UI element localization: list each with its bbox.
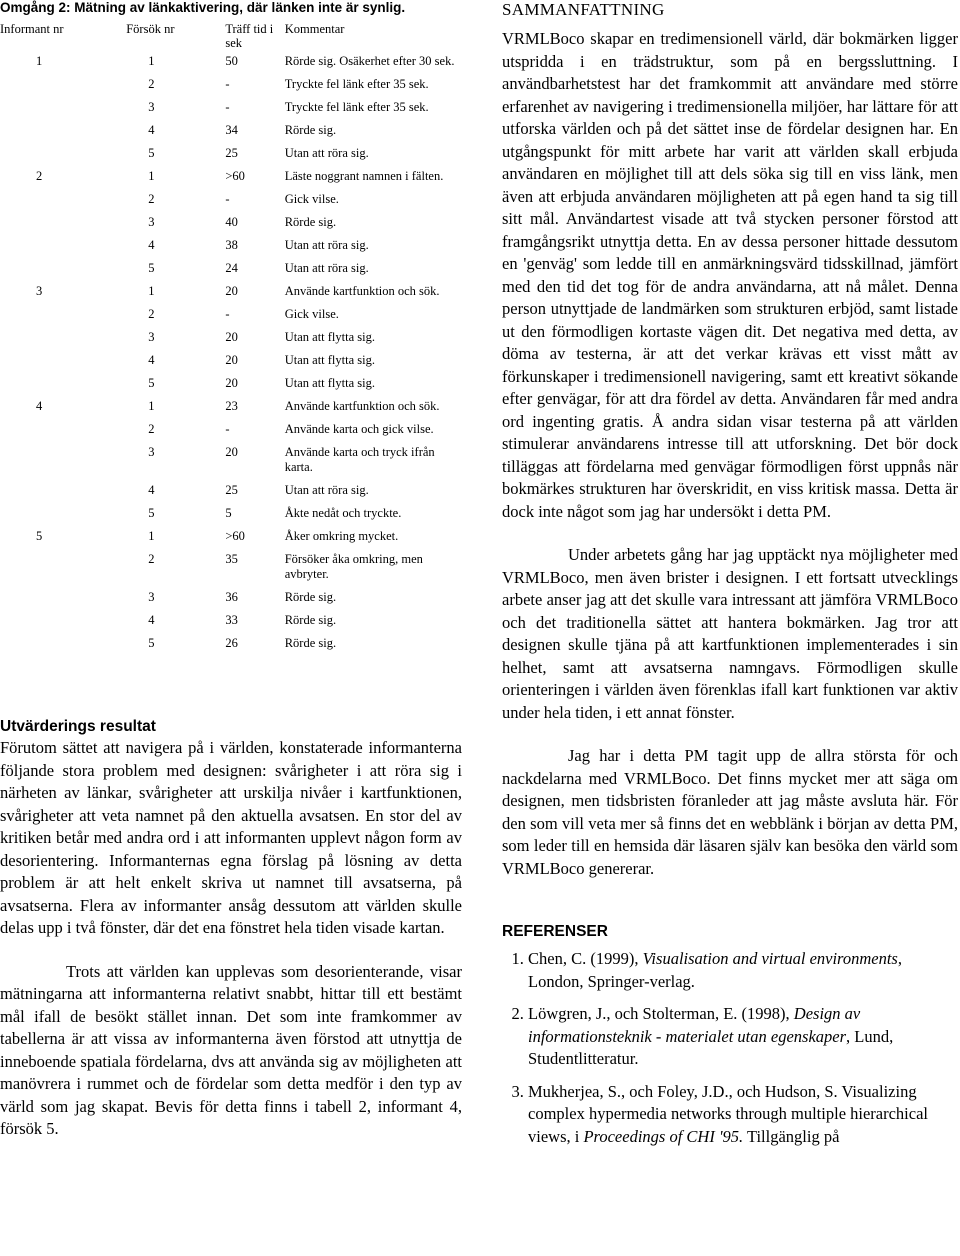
- cell-comment: Gick vilse.: [284, 307, 339, 321]
- table-row: [0, 50, 462, 73]
- cell-attempt: 1: [148, 169, 155, 183]
- table-row: [0, 502, 462, 525]
- header-hit-time: Träff tid i sek: [225, 22, 274, 50]
- cell-informant: [0, 73, 126, 96]
- evaluation-paragraph-2: Trots att världen kan upplevas som desorienterande, visar mätningarna att informanterna relativt snabbt, hittar till ett bestämt mål ifall de besökt stället innan. Det som inte framkommer av tabellerna är att vissa av informanterna även förstod att utnyttja de inneboende spatiala fördelarna, dvs att använda sig av möjligheten att manövrera i rummet och de fördelar som detta medför i den typ av värld som jag skapat. Bevis för detta finns i tabell 2, informant 4, försök 5.: [0, 961, 462, 1138]
- cell-informant: [0, 96, 126, 119]
- table-row: [0, 525, 462, 548]
- table-row: [0, 96, 462, 119]
- cell-hit-time: -: [225, 422, 230, 436]
- cell-comment: Rörde sig.: [284, 613, 337, 627]
- table-title: Omgång 2: Mätning av länkaktivering, där länken inte är synlig.: [0, 0, 406, 15]
- cell-informant: 4: [36, 399, 43, 413]
- cell-attempt: 5: [148, 261, 155, 275]
- cell-hit-time: 26: [225, 636, 238, 650]
- reference-title: Proceedings of CHI '95.: [583, 1126, 744, 1146]
- cell-comment: Rörde sig.: [284, 215, 337, 229]
- cell-comment: Använde kartfunktion och sök.: [284, 399, 440, 413]
- cell-hit-time: 40: [225, 215, 238, 229]
- cell-informant: [0, 234, 126, 257]
- references-heading: REFERENSER: [502, 923, 608, 940]
- cell-attempt: 4: [148, 483, 155, 497]
- cell-attempt: 3: [148, 330, 155, 344]
- cell-informant: 2: [36, 169, 43, 183]
- reference-text: , Lund, Studentlitteratur.: [528, 1026, 894, 1068]
- cell-attempt: 3: [148, 445, 155, 459]
- cell-comment: Utan att flytta sig.: [284, 353, 375, 367]
- cell-hit-time: 20: [225, 284, 238, 298]
- cell-informant: [0, 349, 126, 372]
- cell-comment: Rörde sig. Osäkerhet efter 30 sek.: [284, 54, 455, 68]
- cell-hit-time: 35: [225, 552, 238, 566]
- cell-hit-time: 25: [225, 146, 238, 160]
- table-row: [0, 632, 462, 655]
- cell-informant: [0, 441, 126, 479]
- cell-comment: Utan att flytta sig.: [284, 376, 375, 390]
- reference-item: [528, 1003, 958, 1071]
- reference-item: [528, 1081, 958, 1149]
- cell-informant: [0, 211, 126, 234]
- cell-comment: Utan att flytta sig.: [284, 330, 375, 344]
- table-row: [0, 479, 462, 502]
- cell-hit-time: -: [225, 307, 230, 321]
- reference-text: Löwgren, J., och Stolterman, E. (1998),: [528, 1004, 794, 1023]
- table-row: [0, 142, 462, 165]
- cell-attempt: 3: [148, 590, 155, 604]
- cell-informant: [0, 586, 126, 609]
- cell-attempt: 1: [148, 399, 155, 413]
- cell-hit-time: -: [225, 100, 230, 114]
- table-row: [0, 234, 462, 257]
- measurement-table: [0, 22, 462, 655]
- cell-informant: [0, 326, 126, 349]
- cell-informant: [0, 303, 126, 326]
- cell-attempt: 2: [148, 552, 155, 566]
- cell-comment: Åkte nedåt och tryckte.: [284, 506, 402, 520]
- cell-attempt: 2: [148, 422, 155, 436]
- cell-informant: [0, 502, 126, 525]
- cell-hit-time: 5: [225, 506, 232, 520]
- summary-paragraph-3: Jag har i detta PM tagit upp de allra största för och nackdelarna med VRMLBoco. Det finns mycket mer att säga om designen, men tidsbristen föranleder att jag måste avsluta här. För den som vill veta mer så finns det en webblänk i början av detta PM, som leder till en hemsida där läsaren själv kan besöka den värld som VRMLBoco genererar.: [502, 746, 958, 878]
- cell-informant: [0, 188, 126, 211]
- cell-attempt: 4: [148, 613, 155, 627]
- reference-text: Tillgänglig på: [743, 1126, 840, 1146]
- cell-comment: Försöker åka omkring, men avbryter.: [284, 552, 423, 581]
- cell-hit-time: 20: [225, 376, 238, 390]
- evaluation-paragraph-1: Förutom sättet att navigera på i världen, konstaterade informanterna följande stora problem med designen: svårigheter i att röra sig i närheten av länkar, svårigheter att urskilja nivåer i kartfunktionen, svårigheter att veta namnet på den aktuella avsatsen. En stor del av kritiken betår med andra ord i att informanten upplevt någon form av desorientering. Informanternas egna förslag på lösning av detta problem är att helt enkelt skriva ut namnet till avsatserna, på avsatserna. Flera av informanter ansåg dessutom att världen skulle delas upp i två fönster, där det ena fönstret hela tiden visade kartan.: [0, 738, 462, 937]
- header-attempt: Försök nr: [126, 22, 175, 36]
- cell-hit-time: -: [225, 77, 230, 91]
- table-row: [0, 586, 462, 609]
- cell-informant: [0, 632, 126, 655]
- cell-comment: Utan att röra sig.: [284, 238, 369, 252]
- references-list: [502, 948, 958, 1148]
- cell-informant: [0, 548, 126, 586]
- left-column: [0, 0, 462, 1141]
- table-row: [0, 548, 462, 586]
- reference-text: Chen, C. (1999),: [528, 949, 643, 968]
- cell-attempt: 3: [148, 215, 155, 229]
- table-row: [0, 280, 462, 303]
- cell-informant: 5: [36, 529, 43, 543]
- cell-attempt: 4: [148, 238, 155, 252]
- cell-comment: Använde karta och tryck ifrån karta.: [284, 445, 435, 474]
- cell-attempt: 1: [148, 54, 155, 68]
- cell-hit-time: 24: [225, 261, 238, 275]
- cell-hit-time: 25: [225, 483, 238, 497]
- reference-text: , London, Springer-verlag.: [528, 949, 902, 991]
- cell-comment: Läste noggrant namnen i fälten.: [284, 169, 444, 183]
- reference-text: Mukherjea, S., och Foley, J.D., och Hudson, S. Visualizing complex hypermedia networks through multiple hierarchical views, i: [528, 1081, 928, 1146]
- cell-comment: Använde kartfunktion och sök.: [284, 284, 440, 298]
- cell-comment: Rörde sig.: [284, 123, 337, 137]
- summary-paragraph-2: Under arbetets gång har jag upptäckt nya möjligheter med VRMLBoco, men även brister i designen. I ett fortsatt utvecklings arbete anser jag att det skulle vara intressant att jämföra VRMLBoco och det traditionella sättet att hantera bokmärken. Jag tror att designen skulle tjäna på att kartfunktionen implementerades i sin helhet, samt att avsatserna namngavs. Förmodligen skulle orienteringen i världen även förenklas ifall kart funktionen var aktiv under hela tiden, i ett annat fönster.: [502, 545, 958, 722]
- reference-title: Design av informationsteknik - materialet utan egenskaper: [528, 1004, 861, 1046]
- cell-informant: [0, 372, 126, 395]
- cell-attempt: 4: [148, 123, 155, 137]
- table-row: [0, 395, 462, 418]
- cell-comment: Utan att röra sig.: [284, 146, 369, 160]
- cell-attempt: 2: [148, 77, 155, 91]
- cell-attempt: 1: [148, 284, 155, 298]
- reference-item: [528, 948, 958, 993]
- cell-hit-time: 34: [225, 123, 238, 137]
- cell-attempt: 4: [148, 353, 155, 367]
- table-row: [0, 349, 462, 372]
- table-row: [0, 418, 462, 441]
- header-informant: Informant nr: [0, 22, 64, 36]
- cell-informant: [0, 418, 126, 441]
- cell-informant: [0, 119, 126, 142]
- cell-informant: [0, 479, 126, 502]
- cell-comment: Gick vilse.: [284, 192, 339, 206]
- cell-attempt: 1: [148, 529, 155, 543]
- summary-heading: SAMMANFATTNING: [502, 0, 665, 19]
- cell-hit-time: 38: [225, 238, 238, 252]
- table-row: [0, 165, 462, 188]
- table-row: [0, 188, 462, 211]
- table-row: [0, 303, 462, 326]
- evaluation-heading: Utvärderings resultat: [0, 718, 156, 735]
- table-row: [0, 257, 462, 280]
- table-row: [0, 372, 462, 395]
- cell-attempt: 2: [148, 307, 155, 321]
- cell-comment: Utan att röra sig.: [284, 483, 369, 497]
- cell-hit-time: 20: [225, 330, 238, 344]
- cell-hit-time: 20: [225, 353, 238, 367]
- cell-hit-time: 33: [225, 613, 238, 627]
- cell-informant: [0, 257, 126, 280]
- cell-comment: Tryckte fel länk efter 35 sek.: [284, 77, 429, 91]
- cell-attempt: 5: [148, 146, 155, 160]
- cell-attempt: 5: [148, 376, 155, 390]
- cell-comment: Använde karta och gick vilse.: [284, 422, 434, 436]
- cell-hit-time: -: [225, 192, 230, 206]
- table-row: [0, 211, 462, 234]
- table-header-row: [0, 22, 462, 50]
- evaluation-section: [0, 717, 462, 1141]
- summary-paragraph-1: VRMLBoco skapar en tredimensionell värld, där bokmärken ligger utspridda i en trädstruktur, som på en bergssluttning. I användbarhetstest har det framkommit att användare med större erfarenhet av navigering i tredimensionella miljöer, har lättare för att utforska världen och på det sättet inse de fördelar designen har. En utgångspunkt för mitt arbete har varit att världen skall erbjuda användaren en möjlighet till att dels söka sig till en viss länk, men även att erbjuda användaren möjligheten att på egen hand ta sig till sitt mål. Användartest visade att två stycken personer förstod att framgångsrikt utnyttja detta. En av dessa personer hittade dessutom en 'genväg' som ledde till en anmärkningsvärd tidsskillnad, jämfört med den tid det tog för de andra användarna, att nå målet. Denna person utnyttjade de landmärken som strukturen erbjöd, samt listade ut den förmodligen kortaste vägen dit. Det negativa med detta, av döma av testerna, är att det verkar krävas ett visst mått av förkunskaper i tredimensionell navigering, samt ett kreativt sökande efter genvägar, för att dra fördel av detta. Användaren får med andra ord ingenting gratis. Å andra sidan visar testerna på att världen stimulerar användarens intresse till att utforskning. Det bör dock tilläggas att fördelarna med genvägar förmodligen först uppnås när bokmärkes strukturen har överskridit, en viss kritisk massa. Detta är dock inte något som jag har undersökt i detta PM.: [502, 29, 958, 521]
- cell-comment: Rörde sig.: [284, 636, 337, 650]
- cell-informant: [0, 142, 126, 165]
- cell-hit-time: >60: [225, 529, 245, 543]
- cell-comment: Rörde sig.: [284, 590, 337, 604]
- cell-informant: [0, 609, 126, 632]
- cell-comment: Åker omkring mycket.: [284, 529, 399, 543]
- cell-hit-time: >60: [225, 169, 245, 183]
- cell-attempt: 3: [148, 100, 155, 114]
- cell-hit-time: 23: [225, 399, 238, 413]
- table-row: [0, 119, 462, 142]
- table-row: [0, 326, 462, 349]
- table-row: [0, 609, 462, 632]
- cell-comment: Utan att röra sig.: [284, 261, 369, 275]
- references-section: [502, 922, 958, 1148]
- cell-informant: 1: [36, 54, 43, 68]
- cell-attempt: 2: [148, 192, 155, 206]
- table-row: [0, 73, 462, 96]
- cell-hit-time: 20: [225, 445, 238, 459]
- cell-hit-time: 36: [225, 590, 238, 604]
- cell-attempt: 5: [148, 506, 155, 520]
- cell-informant: 3: [36, 284, 43, 298]
- cell-attempt: 5: [148, 636, 155, 650]
- table-body: [0, 50, 462, 655]
- cell-comment: Tryckte fel länk efter 35 sek.: [284, 100, 429, 114]
- reference-title: Visualisation and virtual environments: [642, 949, 898, 968]
- cell-hit-time: 50: [225, 54, 238, 68]
- right-column: [502, 0, 958, 1158]
- table-row: [0, 441, 462, 479]
- header-comment: Kommentar: [284, 22, 345, 36]
